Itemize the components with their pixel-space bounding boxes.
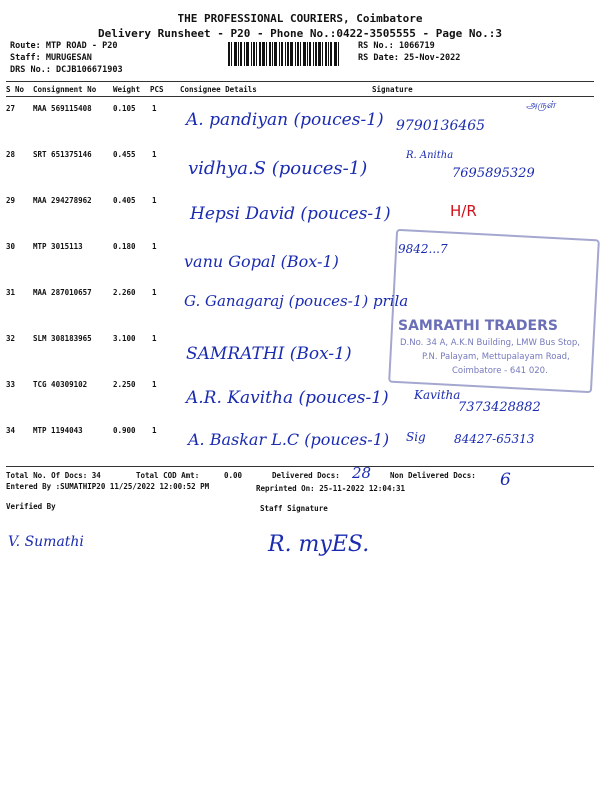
consignee-handwriting: Hepsi David (pouces-1) (190, 204, 391, 224)
barcode (228, 42, 352, 66)
row-weight: 0.105 (113, 104, 136, 113)
row-weight: 2.260 (113, 288, 136, 297)
col-weight: Weight (113, 85, 141, 94)
row-pcs: 1 (152, 242, 157, 251)
row-consignment: MAA 294278962 (33, 196, 92, 205)
consignee-handwriting: A.R. Kavitha (pouces-1) (186, 388, 389, 408)
row-sno: 33 (6, 380, 16, 389)
row-weight: 0.455 (113, 150, 136, 159)
row-weight: 3.100 (113, 334, 136, 343)
consignee-handwriting: vanu Gopal (Box-1) (184, 252, 339, 271)
row-sno: 31 (6, 288, 16, 297)
col-signature: Signature (372, 85, 413, 94)
row-weight: 0.180 (113, 242, 136, 251)
signature-handwriting: 7695895329 (452, 166, 535, 181)
row-pcs: 1 (152, 380, 157, 389)
verified-signature: V. Sumathi (8, 534, 84, 550)
staff-signature-label: Staff Signature (260, 504, 328, 513)
row-consignment: MAA 287010657 (33, 288, 92, 297)
extra-handwriting: Sig (406, 430, 426, 444)
stamp-address-line3: Coimbatore - 641 020. (452, 366, 548, 376)
col-pcs: PCS (150, 85, 164, 94)
extra-handwriting: அருள் (526, 100, 556, 111)
extra-handwriting: R. Anitha (406, 150, 454, 161)
total-cod-value: 0.00 (224, 471, 243, 480)
delivered-docs-label: Delivered Docs: (272, 471, 340, 480)
rs-number: RS No.: 1066719 (358, 41, 435, 51)
entered-by: Entered By :SUMATHIP20 11/25/2022 12:00:52 PM (6, 482, 210, 491)
route-label: Route: MTP ROAD - P20 (10, 41, 118, 51)
reprinted-on: Reprinted On: 25-11-2022 12:04:31 (256, 484, 406, 493)
row-pcs: 1 (152, 104, 157, 113)
rs-date: RS Date: 25-Nov-2022 (358, 53, 461, 63)
consignee-handwriting: vidhya.S (pouces-1) (188, 158, 368, 179)
row-consignment: SLM 308183965 (33, 334, 92, 343)
signature-handwriting: 7373428882 (458, 400, 541, 415)
signature-handwriting: H/R (450, 202, 477, 220)
row-consignment: MTP 1194043 (33, 426, 83, 435)
header-top-rule (6, 81, 594, 82)
company-title: THE PROFESSIONAL COURIERS, Coimbatore (177, 12, 423, 25)
row-consignment: SRT 651375146 (33, 150, 92, 159)
staff-signature: R. myES. (268, 532, 370, 557)
runsheet-title: Delivery Runsheet - P20 - Phone No.:0422-3505555 - Page No.:3 (98, 27, 502, 40)
row-sno: 30 (6, 242, 16, 251)
non-delivered-handwriting: 6 (500, 470, 511, 490)
header-bottom-rule (6, 96, 594, 97)
row-sno: 29 (6, 196, 16, 205)
total-cod-label: Total COD Amt: (136, 471, 200, 480)
stamp-address-line2: P.N. Palayam, Mettupalayam Road, (422, 352, 570, 362)
stamp-address-line1: D.No. 34 A, A.K.N Building, LMW Bus Stop, (400, 338, 580, 348)
consignee-handwriting: SAMRATHI (Box-1) (186, 344, 352, 364)
stamp-name: SAMRATHI TRADERS (398, 318, 558, 334)
drs-number: DRS No.: DCJB106671903 (10, 65, 123, 75)
row-pcs: 1 (152, 150, 157, 159)
col-sno: S No (6, 85, 25, 94)
col-consignment: Consignment No (33, 85, 97, 94)
row-weight: 0.405 (113, 196, 136, 205)
signature-handwriting: 9790136465 (396, 118, 486, 134)
consignee-handwriting: A. Baskar L.C (pouces-1) (188, 430, 390, 449)
footer-rule (6, 466, 594, 467)
row-consignment: MTP 3015113 (33, 242, 83, 251)
row-pcs: 1 (152, 288, 157, 297)
signature-handwriting: 84427-65313 (454, 432, 535, 446)
row-pcs: 1 (152, 334, 157, 343)
row-sno: 27 (6, 104, 16, 113)
consignee-handwriting: G. Ganagaraj (pouces-1) prila (184, 292, 409, 310)
row-consignment: TCG 40309102 (33, 380, 88, 389)
row-weight: 2.250 (113, 380, 136, 389)
row-pcs: 1 (152, 196, 157, 205)
row-sno: 28 (6, 150, 16, 159)
total-docs: Total No. Of Docs: 34 (6, 471, 101, 480)
delivered-docs-handwriting: 28 (352, 464, 372, 482)
non-delivered-label: Non Delivered Docs: (390, 471, 476, 480)
row-pcs: 1 (152, 426, 157, 435)
row-sno: 32 (6, 334, 16, 343)
verified-by-label: Verified By (6, 502, 56, 511)
row-sno: 34 (6, 426, 16, 435)
extra-handwriting: Kavitha (414, 388, 461, 402)
staff-label: Staff: MURUGESAN (10, 53, 92, 63)
row-consignment: MAA 569115408 (33, 104, 92, 113)
consignee-handwriting: A. pandiyan (pouces-1) (186, 110, 384, 130)
row-weight: 0.900 (113, 426, 136, 435)
col-consignee: Consignee Details (180, 85, 257, 94)
signature-handwriting: 9842...7 (398, 242, 448, 256)
